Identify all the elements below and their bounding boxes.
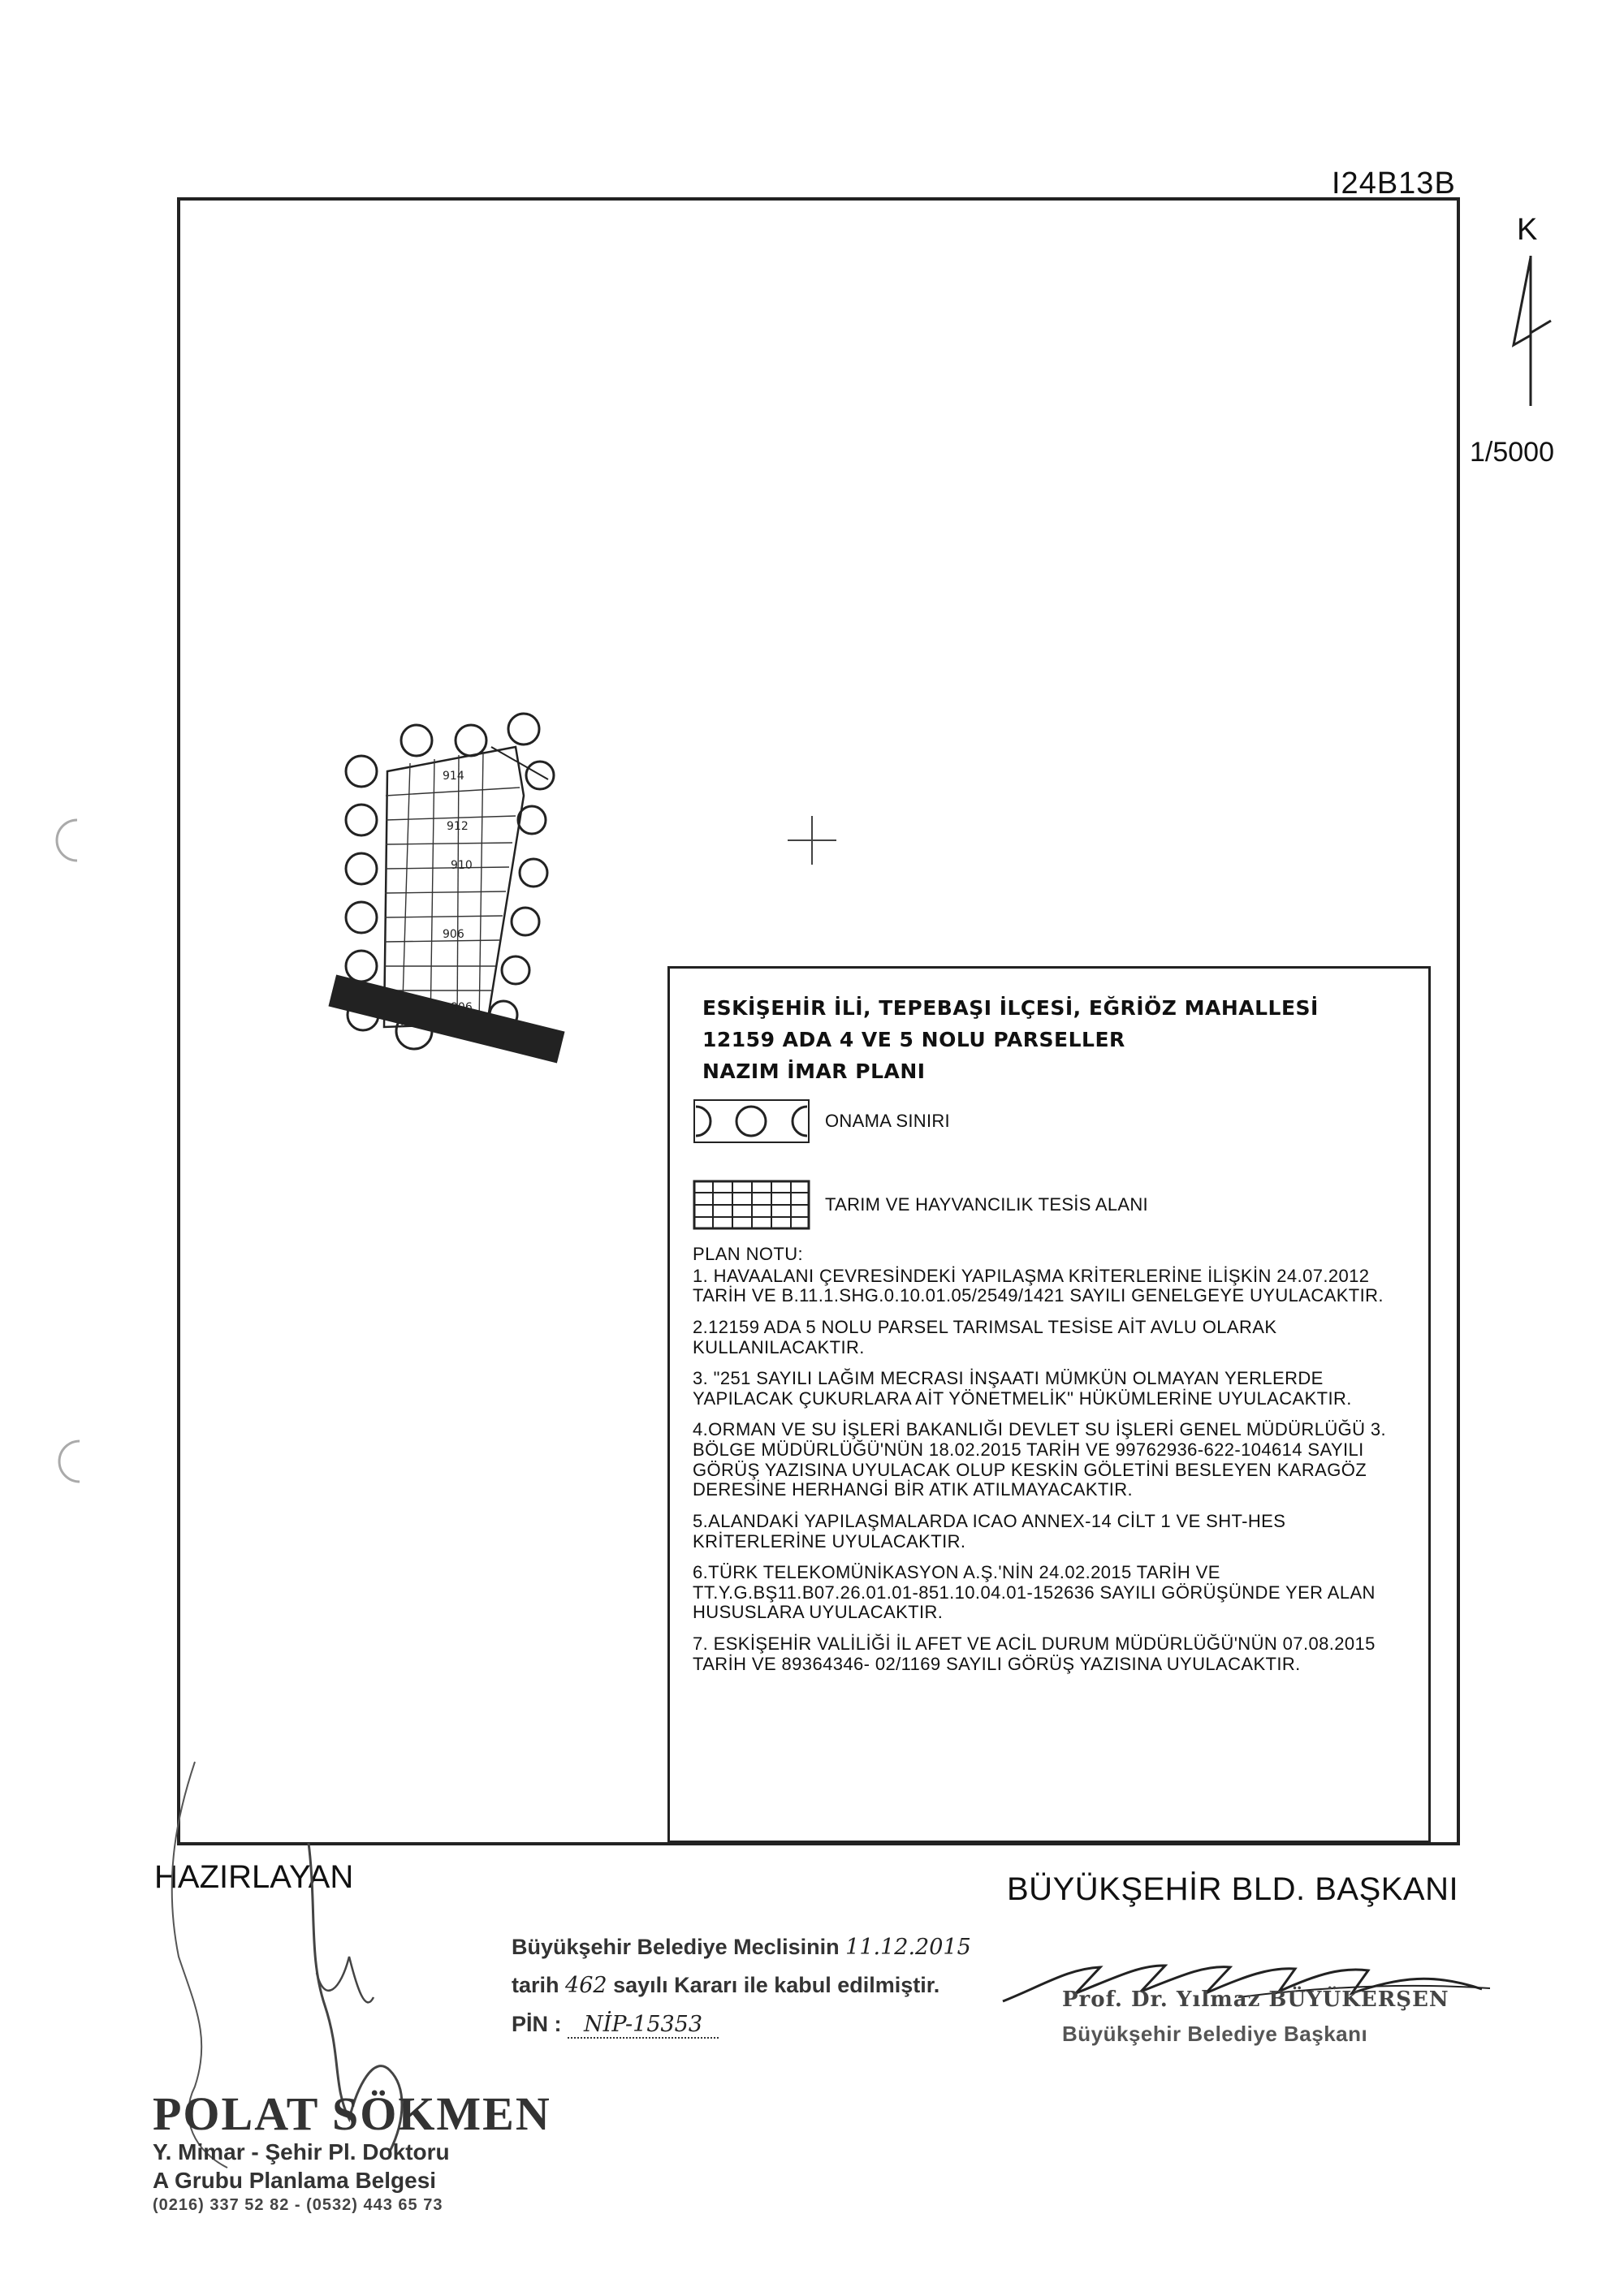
map-scale: 1/5000 [1470, 437, 1554, 468]
planner-certificate: A Grubu Planlama Belgesi [153, 2168, 437, 2193]
north-label: K [1517, 213, 1538, 247]
punch-hole-mark [49, 1433, 106, 1490]
legend-label: ONAMA SINIRI [825, 1111, 950, 1131]
planner-phone: (0216) 337 52 82 - (0532) 443 65 73 [153, 2196, 443, 2214]
contour-label: 906 [443, 928, 464, 941]
approval-boundary-icon [693, 1098, 810, 1144]
plan-notes [693, 1245, 1415, 1685]
mayor-title: Büyükşehir Belediye Başkanı [1062, 2022, 1368, 2046]
stamp-text: sayılı Kararı ile kabul edilmiştir. [613, 1973, 940, 1998]
contour-label: 914 [443, 770, 464, 783]
stamp-pin: NİP-15353 [568, 2012, 719, 2039]
plan-note: 1. HAVAALANI ÇEVRESİNDEKİ YAPILAŞMA KRİTERLERİNE İLİŞKİN 24.07.2012 TARİH VE B.11.1.SHG.0.10.01.05/2549/1421 SAYILI GENELGEYE UYULACAKTIR. [693, 1265, 1384, 1306]
punch-hole-mark [49, 812, 106, 869]
plan-notes-heading: PLAN NOTU: [693, 1244, 804, 1264]
plan-legend-box [667, 966, 1431, 1843]
legend-label: TARIM VE HAYVANCILIK TESİS ALANI [825, 1194, 1148, 1215]
stamp-date: 11.12.2015 [845, 1935, 971, 1960]
crosshair-icon [788, 816, 836, 865]
plan-title [702, 993, 1319, 1087]
contour-label: 910 [451, 859, 473, 872]
stamp-text: Büyükşehir Belediye Meclisinin [512, 1935, 840, 1959]
contour-label: 912 [447, 820, 469, 833]
prepared-by-label: HAZIRLAYAN [154, 1859, 354, 1895]
stamp-decision-number: 462 [565, 1973, 607, 1999]
planner-name: POLAT SÖKMEN [153, 2087, 551, 2140]
legend-item-agriculture-area [693, 1180, 1148, 1230]
plan-note: 5.ALANDAKİ YAPILAŞMALARDA ICAO ANNEX-14 CİLT 1 VE SHT-HES KRİTERLERİNE UYULACAKTIR. [693, 1510, 1286, 1552]
plan-note: 7. ESKİŞEHİR VALİLİĞİ İL AFET VE ACİL DURUM MÜDÜRLÜĞÜ'NÜN 07.08.2015 TARİH VE 89364346- 02/1169 SAYILI GÖRÜŞ YAZISINA UYULACAKTIR. [693, 1634, 1376, 1674]
agriculture-grid-icon [693, 1180, 810, 1230]
plan-note: 3. "251 SAYILI LAĞIM MECRASI İNŞAATI MÜMKÜN OLMAYAN YERLERDE YAPILACAK ÇUKURLARA AİT YÖNETMELİK" HÜKÜMLERİNE UYULACAKTIR. [693, 1368, 1352, 1409]
plan-title-line: ESKİŞEHİR İLİ, TEPEBAŞI İLÇESİ, EĞRİÖZ MAHALLESİ [702, 996, 1319, 1020]
legend-item-approval-boundary [693, 1098, 950, 1144]
plan-note: 4.ORMAN VE SU İŞLERİ BAKANLIĞI DEVLET SU İŞLERİ GENEL MÜDÜRLÜĞÜ 3. BÖLGE MÜDÜRLÜĞÜ'NÜN 18.02.2015 TARİH VE 99762936-622-104614 SAYILI GÖRÜŞ YAZISINA UYULACAK OLUP KESKİN GÖLETİNİ BESLEYEN KARAGÖZ DERESİNE HERHANGİ BİR ATIK ATILMAYACAKTIR. [693, 1419, 1387, 1500]
mayor-label: BÜYÜKŞEHİR BLD. BAŞKANI [1007, 1871, 1459, 1907]
plan-title-line: NAZIM İMAR PLANI [702, 1059, 926, 1083]
plan-note: 6.TÜRK TELEKOMÜNİKASYON A.Ş.'NİN 24.02.2015 TARİH VE TT.Y.G.BŞ11.B07.26.01.01-851.10.04.01-152636 SAYILI GÖRÜŞÜNDE YER ALAN HUSUSLARA UYULACAKTIR. [693, 1562, 1376, 1623]
north-arrow-icon [1502, 248, 1559, 410]
planner-title: Y. Mimar - Şehir Pl. Doktoru [153, 2139, 450, 2164]
stamp-text: tarih [512, 1973, 559, 1998]
sheet-code: I24B13B [1332, 166, 1456, 201]
parcel-plan-drawing [321, 698, 589, 1072]
council-approval-stamp [512, 1928, 971, 2044]
stamp-text: PİN : [512, 2011, 562, 2036]
plan-title-line: 12159 ADA 4 VE 5 NOLU PARSELLER [702, 1027, 1125, 1051]
contour-label: 906 [451, 1001, 473, 1014]
plan-note: 2.12159 ADA 5 NOLU PARSEL TARIMSAL TESİSE AİT AVLU OLARAK KULLANILACAKTIR. [693, 1316, 1277, 1357]
mayor-name: Prof. Dr. Yılmaz BÜYÜKERŞEN [1062, 1987, 1449, 2012]
